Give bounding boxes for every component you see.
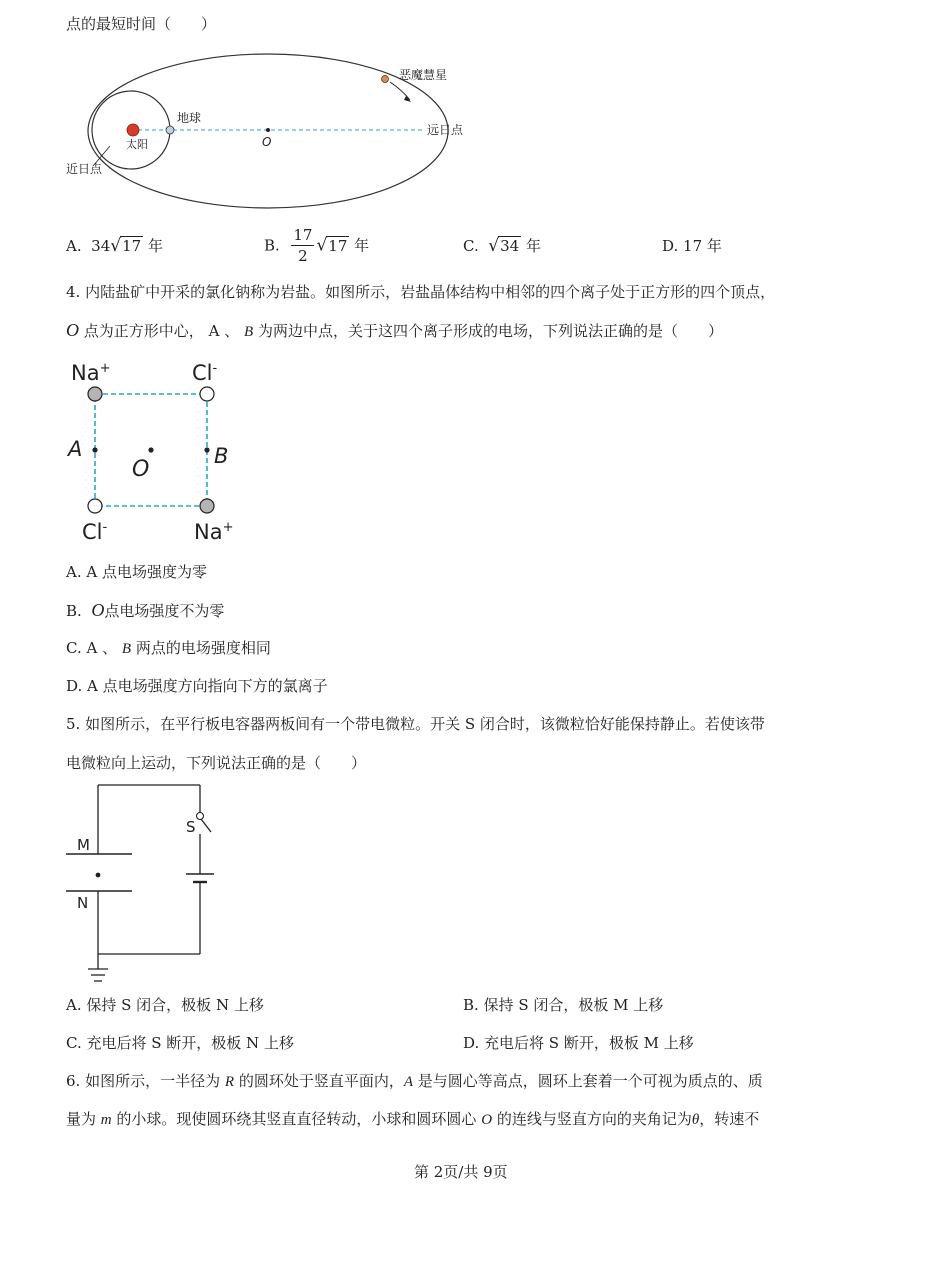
q3-option-a: A. 34√17 年 — [66, 236, 163, 256]
ion-square-diagram — [60, 356, 250, 546]
earth — [166, 126, 174, 134]
q4-stem-line1: 4. 内陆盐矿中开采的氯化钠称为岩盐。如图所示，岩盐晶体结构中相邻的四个离子处于正方形的四个顶点， — [66, 283, 776, 301]
orbit-diagram — [60, 44, 490, 214]
na-bottom-label: Na+ — [194, 520, 234, 544]
na-ion-bottom-right — [200, 499, 214, 513]
label-b: B — [214, 444, 229, 468]
plate-m-label: M — [77, 836, 90, 854]
point-a — [92, 447, 97, 452]
q3-option-c: C. √34 年 — [463, 236, 541, 256]
q5-stem-line2: 电微粒向上运动，下列说法正确的是（ ） — [66, 754, 367, 772]
q4-option-d: D. A 点电场强度方向指向下方的氯离子 — [66, 677, 328, 695]
page-number: 第 2页/共 9页 — [414, 1163, 508, 1181]
q3-stem-tail: 点的最短时间（ ） — [66, 15, 217, 33]
aphelion-label: 远日点 — [427, 123, 464, 137]
perihelion-label: 近日点 — [66, 162, 103, 176]
sun-label: 太阳 — [126, 138, 148, 151]
q6-stem-line2: 量为 m 的小球。现使圆环绕其竖直直径转动，小球和圆环圆心 O 的连线与竖直方向的夹角记为θ，转速不 — [66, 1110, 760, 1128]
plate-n-label: N — [77, 894, 89, 912]
q5-option-b: B. 保持 S 闭合，极板 M 上移 — [463, 996, 664, 1014]
switch-label: S — [186, 818, 196, 836]
center-label: O — [262, 135, 272, 149]
point-o — [148, 447, 153, 452]
q5-option-d: D. 充电后将 S 断开，极板 M 上移 — [463, 1034, 694, 1052]
q4-option-b: B. O点电场强度不为零 — [66, 600, 225, 620]
sun — [127, 124, 139, 136]
center-point — [266, 128, 270, 132]
fraction: $\frac{17}{2}$ — [293, 226, 313, 265]
point-b — [204, 447, 209, 452]
comet-label: 恶魔慧星 — [399, 68, 448, 82]
q3-option-b: B. $\frac{17}{2}$ √17 年 — [264, 226, 370, 265]
q4-option-a: A. A 点电场强度为零 — [66, 563, 207, 581]
cl-top-label: Cl- — [192, 361, 218, 385]
label-o: O — [132, 457, 150, 482]
charged-particle — [96, 873, 101, 878]
comet — [382, 76, 389, 83]
na-ion-top-left — [88, 387, 102, 401]
switch-blade — [201, 819, 211, 832]
switch-pivot — [197, 813, 204, 820]
cl-bottom-label: Cl- — [82, 520, 108, 544]
na-top-label: Na+ — [71, 361, 111, 385]
cl-ion-bottom-left — [88, 499, 102, 513]
q4-stem-line2: O 点为正方形中心， A 、 B 为两边中点，关于这四个离子形成的电场，下列说法正确的是（ ） — [66, 320, 723, 340]
q6-stem-line1: 6. 如图所示，一半径为 R 的圆环处于竖直平面内，A 是与圆心等高点，圆环上套着一个可视为质点的、质 — [66, 1072, 763, 1090]
q4-option-c: C. A 、 B 两点的电场强度相同 — [66, 639, 271, 657]
cl-ion-top-right — [200, 387, 214, 401]
q5-option-c: C. 充电后将 S 断开，极板 N 上移 — [66, 1034, 294, 1052]
label-a: A — [68, 437, 83, 461]
q3-option-d: D. 17 年 — [662, 237, 722, 255]
q5-option-a: A. 保持 S 闭合，极板 N 上移 — [66, 996, 264, 1014]
q5-stem-line1: 5. 如图所示，在平行板电容器两板间有一个带电微粒。开关 S 闭合时，该微粒恰好能保持静止。若使该带 — [66, 715, 765, 733]
earth-label: 地球 — [177, 111, 202, 125]
capacitor-circuit-diagram — [60, 780, 230, 990]
